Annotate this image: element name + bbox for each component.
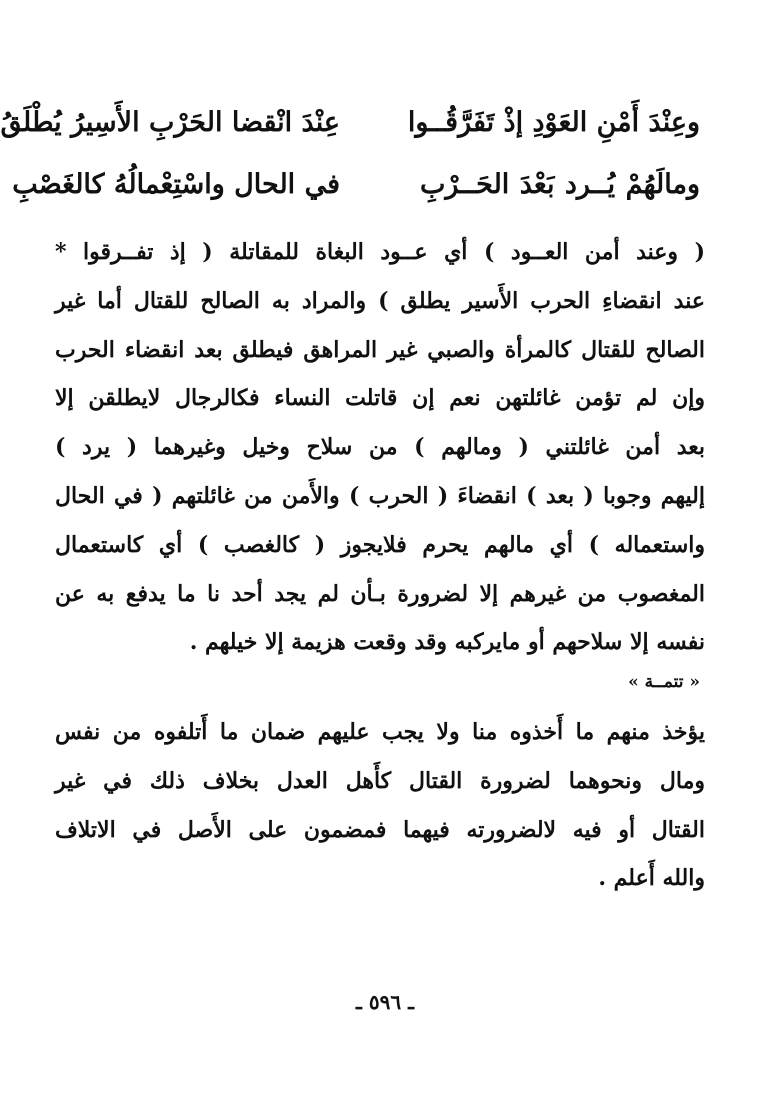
commentary-line: عند انقضاءِ الحرب الأَسير يطلق ) والمراد به الصالح للقتال أما غير xyxy=(55,287,705,314)
verse-second-hemistich: عِنْدَ انْقضا الحَرْبِ الأَسِيرُ يُطْلَقُ xyxy=(0,106,340,138)
commentary-line: واستعماله ) أي مالهم يحرم فلايجوز ( كالغصب ) أي كاستعمال xyxy=(55,531,705,558)
commentary-line: ( وعند أمن العــود ) أي عــود البغاة للمقاتلة ( إذ تفــرقوا * xyxy=(55,239,705,265)
commentary-line: إليهم وجوبا ( بعد ) انقضاءَ ( الحرب ) والأَمن من غائلتهم ( في الحال xyxy=(55,482,705,509)
commentary-line: بعد أمن غائلتني ( ومالهم ) من سلاح وخيل وغيرهما ( يرد ) xyxy=(55,434,705,461)
page-number: ـ ٥٩٦ ـ xyxy=(356,990,414,1014)
supplement-line: ومال ونحوهما لضرورة القتال كأَهل العدل بخلاف ذلك في غير xyxy=(55,767,705,794)
commentary-paragraph xyxy=(55,228,705,667)
supplement-line: يؤخذ منهم ما أَخذوه منا ولا يجب عليهم ضمان ما أَتلفوه من نفس xyxy=(55,719,705,745)
commentary-line: وإن لم تؤمن غائلتهن نعم إن قاتلت النساء فكالرجال لايطلقن إلا xyxy=(55,385,705,412)
commentary-line: الصالح للقتال كالمرأة والصبي غير المراهق فيطلق بعد انقضاء الحرب xyxy=(55,336,705,363)
supplement-line: والله أَعلم . xyxy=(598,865,705,892)
verse-second-hemistich: في الحال واسْتِعْمالُهُ كالغَصْبِ xyxy=(12,168,340,200)
commentary-line: نفسه إلا سلاحهم أو مايركبه وقد وقعت هزيمة إلا خيلهم . xyxy=(189,629,705,656)
supplement-line: القتال أو فيه لالضرورته فيهما فمضمون على الأَصل في الاتلاف xyxy=(55,816,705,843)
supplement-paragraph xyxy=(55,708,705,903)
section-heading: « تتمــة » xyxy=(628,672,700,692)
poem-verse xyxy=(12,162,700,206)
commentary-line: المغصوب من غيرهم إلا لضرورة بـأن لم يجد أحد نا ما يدفع به عن xyxy=(55,580,705,607)
verse-first-hemistich: وعِنْدَ أَمْنِ العَوْدِ إذْ تَفَرَّقُــوا xyxy=(407,106,700,138)
poem-verse xyxy=(0,100,700,144)
verse-first-hemistich: ومالَهُمْ يُــرد بَعْدَ الحَــرْبِ xyxy=(420,168,700,200)
